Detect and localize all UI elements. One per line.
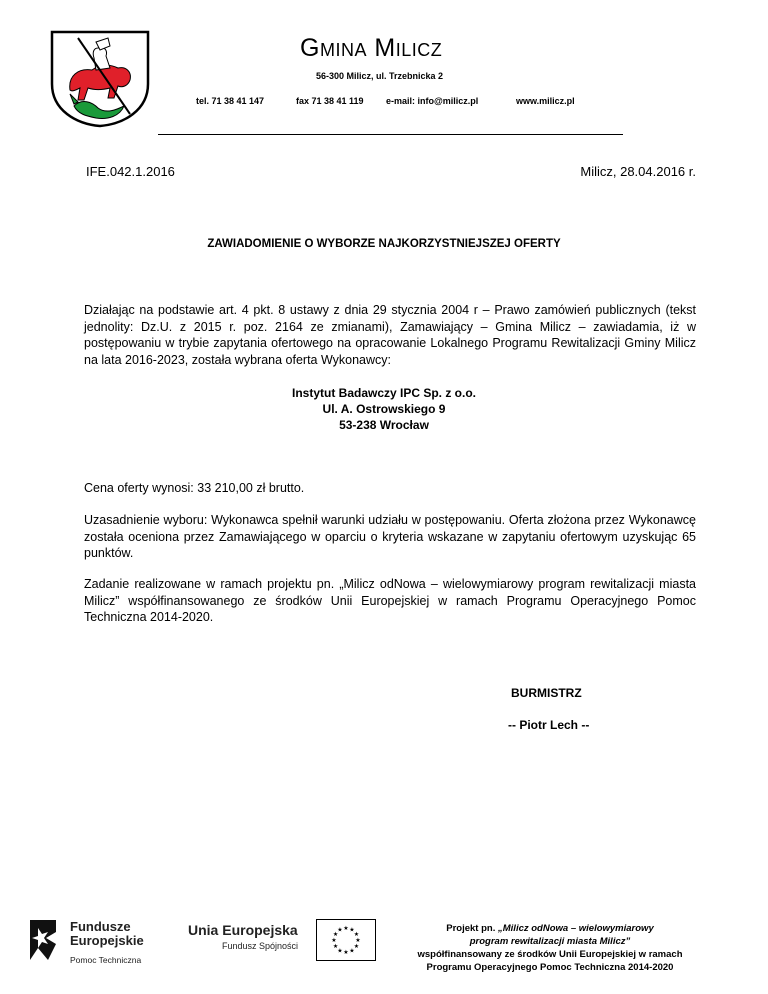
- fe-line1: Fundusze: [70, 919, 131, 934]
- price-paragraph: Cena oferty wynosi: 33 210,00 zł brutto.: [84, 481, 305, 495]
- eu-flag-icon: [316, 919, 376, 961]
- fundusze-europejskie-logo: [28, 916, 158, 966]
- eu-star: ★: [353, 944, 360, 950]
- ue-title: Unia Europejska: [188, 922, 298, 938]
- eu-star: ★: [349, 948, 355, 955]
- winner-city: 53-238 Wrocław: [339, 418, 429, 432]
- eu-star: ★: [355, 938, 361, 944]
- reference-number: IFE.042.1.2016: [86, 164, 175, 179]
- winner-block: [0, 385, 768, 433]
- municipality-crest: [48, 28, 152, 128]
- winner-street: Ul. A. Ostrowskiego 9: [322, 402, 446, 416]
- unia-europejska-logo: [188, 922, 308, 962]
- ue-subtitle: Fundusz Spójności: [222, 941, 299, 951]
- eu-star: ★: [353, 932, 360, 938]
- note-line-3: współfinansowany ze środków Unii Europejskiej w ramach: [417, 949, 683, 960]
- project-footer-note: [400, 922, 700, 974]
- fe-line2: Europejskie: [70, 933, 144, 948]
- document-title: ZAWIADOMIENIE O WYBORZE NAJKORZYSTNIEJSZEJ OFERTY: [207, 238, 561, 250]
- note-italic-1: „Milicz odNowa – wielowymiarowy: [498, 923, 654, 934]
- fe-star-icon: [28, 918, 58, 962]
- email: e-mail: info@milicz.pl: [386, 96, 479, 106]
- winner-name: Instytut Badawczy IPC Sp. z o.o.: [291, 386, 477, 400]
- eu-star: ★: [337, 927, 343, 934]
- eu-star: ★: [343, 926, 349, 932]
- eu-star: ★: [332, 932, 339, 938]
- note-prefix: Projekt pn.: [446, 923, 496, 934]
- legal-basis-paragraph: Działając na podstawie art. 4 pkt. 8 ustawy z dnia 29 stycznia 2004 r – Prawo zamówień publicznych (tekst jednolity: Dz.U. z 2015 r. poz. 2164 ze zmianami), Zamawiający – Gmina Milicz – zawiadamia, iż w postępowaniu w trybie zapytania ofertowego na opracowanie Lokalnego Programu Rewitalizacji Gminy Milicz na lata 2016-2023, została wybrana oferta Wykonawcy:: [84, 303, 696, 367]
- signatory-title: BURMISTRZ: [511, 686, 582, 700]
- fax: fax 71 38 41 119: [296, 96, 364, 106]
- project-paragraph: Zadanie realizowane w ramach projektu pn. „Milicz odNowa – wielowymiarowy program rewitalizacji miasta Milicz” współfinansowanego ze środków Unii Europejskiej w ramach Programu Operacyjnego Pomoc Techniczna 2014-2020.: [84, 577, 696, 624]
- eu-star: ★: [343, 950, 349, 956]
- eu-star: ★: [332, 944, 339, 950]
- phone: tel. 71 38 41 147: [196, 96, 265, 106]
- note-italic-2: program rewitalizacji miasta Milicz”: [469, 936, 631, 947]
- header-divider: [158, 134, 623, 135]
- eu-star: ★: [331, 938, 337, 944]
- municipality-name: Gmina Milicz: [300, 34, 443, 62]
- address: 56-300 Milicz, ul. Trzebnicka 2: [316, 71, 444, 81]
- eu-star: ★: [349, 927, 355, 934]
- fe-subtitle: Pomoc Techniczna: [70, 955, 142, 965]
- eu-star: ★: [337, 948, 343, 955]
- note-line-4: Programu Operacyjnego Pomoc Techniczna 2014-2020: [426, 962, 674, 973]
- signatory-name: -- Piotr Lech --: [508, 718, 590, 732]
- website: www.milicz.pl: [516, 96, 575, 106]
- justification-paragraph: Uzasadnienie wyboru: Wykonawca spełnił warunki udziału w postępowaniu. Oferta złożona przez Wykonawcę została oceniona przez Zamawiającego w oparciu o kryteria wskazane w zapytaniu ofertowym uzyskując 65 punktów.: [84, 513, 696, 560]
- document-date: Milicz, 28.04.2016 r.: [580, 164, 696, 179]
